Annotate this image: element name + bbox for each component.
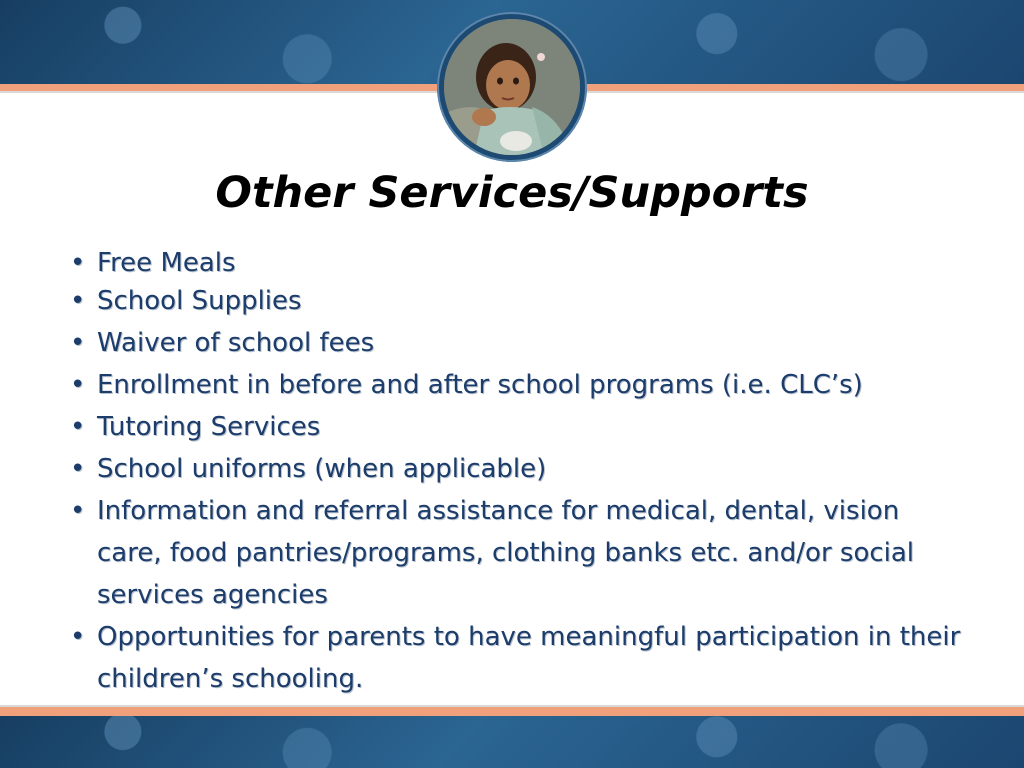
bullet-dot: • <box>70 622 86 652</box>
list-item <box>70 280 970 322</box>
bullet-dot: • <box>70 496 86 526</box>
list-item-text: Tutoring Services <box>97 412 321 442</box>
bullet-dot: • <box>70 286 86 316</box>
footer-band <box>0 716 1024 768</box>
list-item <box>70 616 970 700</box>
list-item <box>70 246 970 280</box>
bullet-dot: • <box>70 248 86 278</box>
list-item-text: Opportunities for parents to have meaningful participation in their children’s schooling. <box>97 622 961 694</box>
list-item <box>70 406 970 448</box>
list-item-text: Information and referral assistance for medical, dental, vision care, food pantries/programs, clothing banks etc. and/or social services agencies <box>97 496 915 610</box>
list-item <box>70 490 970 616</box>
list-item <box>70 364 970 406</box>
list-item-text: Waiver of school fees <box>97 328 375 358</box>
list-item-text: Enrollment in before and after school programs (i.e. CLC’s) <box>97 370 863 400</box>
footer-accent-rule <box>0 707 1024 716</box>
child-photo <box>444 19 580 155</box>
bullet-list <box>70 246 970 700</box>
slide-title: Other Services/Supports <box>215 168 809 218</box>
bullet-dot: • <box>70 328 86 358</box>
list-item <box>70 322 970 364</box>
list-item-text: Free Meals <box>97 248 236 278</box>
list-item-text: School uniforms (when applicable) <box>97 454 547 484</box>
bullet-dot: • <box>70 370 86 400</box>
list-item-text: School Supplies <box>97 286 302 316</box>
bullet-dot: • <box>70 454 86 484</box>
bullet-dot: • <box>70 412 86 442</box>
list-item <box>70 448 970 490</box>
child-photo-illustration <box>444 19 580 155</box>
